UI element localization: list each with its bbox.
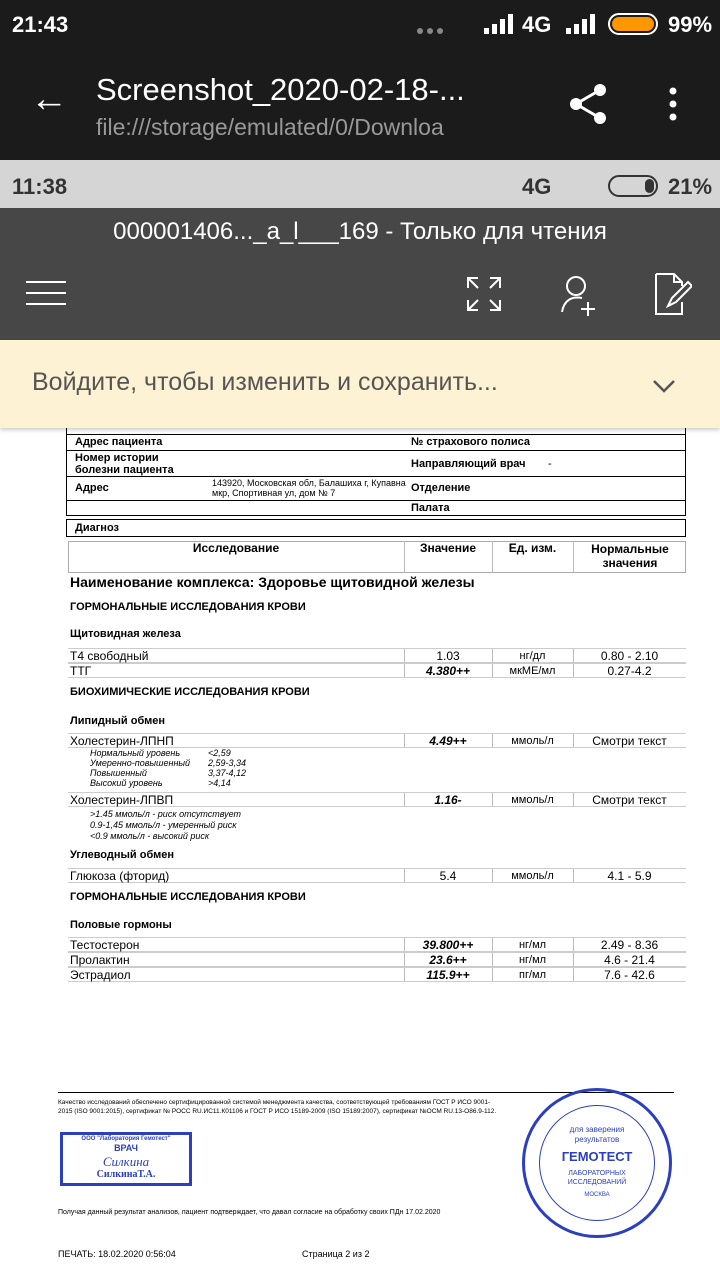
test-unit: ммоль/л — [511, 794, 554, 806]
test-unit: мкМЕ/мл — [509, 665, 556, 677]
patient-address-label: Адрес пациента — [75, 436, 163, 448]
test-unit: ммоль/л — [511, 870, 554, 882]
document-title: 000001406..._a_l___169 - Только для чтения — [113, 218, 607, 245]
referring-doctor-value: - — [548, 458, 552, 470]
test-name: Т4 свободный — [70, 649, 149, 663]
test-value: 39.800++ — [422, 938, 474, 952]
app-bar — [0, 48, 720, 160]
test-value: 23.6++ — [429, 953, 467, 967]
table-row — [68, 792, 686, 807]
table-row — [68, 967, 686, 982]
test-value: 1.03 — [436, 649, 460, 663]
signal-icon — [484, 14, 514, 40]
test-norm: 4.6 - 21.4 — [604, 953, 655, 967]
test-norm: 0.80 - 2.10 — [600, 649, 659, 663]
test-norm: 7.6 - 42.6 — [604, 968, 655, 982]
quality-statement: Качество исследований обеспечено сертифицированной системой менеджмента качества, соответствующей требованиям ГОСТ Р ИСО 9001-2015 (ISO 9001:2015), сертификат № РОСС RU.ИС11.К01106 и ГОСТ Р ИСО 15189-2009 (ISO 15189:2007), сертификат №ОСМ RU.13-О86.9-112. — [58, 1099, 497, 1115]
test-value: 115.9++ — [426, 968, 470, 982]
consent-statement: Получая данный результат анализов, пациент подтверждает, что давал согласие на обработку своих ПДн 17.02.2020 — [58, 1209, 441, 1216]
test-unit: пг/мл — [518, 969, 546, 981]
test-norm: 4.1 - 5.9 — [607, 869, 652, 883]
inner-battery-percent: 21% — [668, 174, 713, 199]
table-row — [68, 937, 686, 952]
test-name: Тестостерон — [70, 938, 140, 952]
test-unit: нг/дл — [519, 650, 546, 662]
section-heading: ГОРМОНАЛЬНЫЕ ИССЛЕДОВАНИЯ КРОВИ — [70, 601, 306, 613]
file-title: Screenshot_2020-02-18-... — [96, 72, 465, 107]
subsection-heading: Половые гормоны — [70, 919, 172, 931]
address-value: 143920, Московская обл, Балашиха г, Купавна мкр, Спортивная ул, дом № 7 — [212, 478, 406, 498]
note-row: Повышенный 3,37-4,12 — [90, 768, 247, 778]
test-name: ТТГ — [70, 664, 92, 678]
referring-doctor-label: Направляющий врач — [411, 458, 526, 470]
dots-icon — [416, 16, 446, 42]
chevron-down-icon[interactable] — [652, 372, 676, 401]
doctor-stamp: ООО "Лаборатория Гемотест" ВРАЧ Силкина СилкинаТ.А. — [60, 1132, 192, 1186]
table-row — [68, 868, 686, 883]
table-row — [68, 663, 686, 678]
inner-status-time: 11:38 — [12, 174, 68, 199]
test-name: Глюкоза (фторид) — [70, 869, 170, 883]
share-icon[interactable] — [568, 82, 608, 131]
page-number: Страница 2 из 2 — [302, 1249, 370, 1259]
battery-percent: 99% — [668, 12, 713, 37]
back-arrow-icon[interactable]: ← — [30, 78, 68, 120]
viewer-toolbar — [0, 208, 720, 340]
edit-document-icon[interactable] — [652, 272, 692, 321]
test-unit: нг/мл — [518, 939, 547, 951]
subsection-heading: Щитовидная железа — [70, 628, 181, 640]
test-name: Пролактин — [70, 953, 130, 967]
signature: Силкина — [102, 1154, 150, 1169]
status-bar — [0, 0, 720, 48]
header-study: Исследование — [192, 541, 280, 555]
more-options-icon[interactable] — [668, 86, 678, 127]
print-timestamp: ПЕЧАТЬ: 18.02.2020 0:56:04 — [58, 1249, 176, 1259]
sign-in-banner[interactable] — [0, 340, 720, 428]
document-page — [0, 428, 720, 1280]
history-number-label: Номер истории болезни пациента — [75, 452, 174, 476]
test-value: 4.49++ — [429, 734, 467, 748]
header-value: Значение — [419, 541, 477, 555]
diagnosis-label: Диагноз — [75, 522, 119, 534]
network-type: 4G — [522, 12, 552, 37]
status-time: 21:43 — [12, 12, 69, 37]
section-heading: БИОХИМИЧЕСКИЕ ИССЛЕДОВАНИЯ КРОВИ — [70, 686, 310, 698]
test-norm: 0.27-4.2 — [607, 664, 652, 678]
test-name: Холестерин-ЛПНП — [70, 734, 174, 748]
menu-icon[interactable] — [26, 280, 66, 311]
fullscreen-icon[interactable] — [466, 276, 502, 317]
ward-label: Палата — [411, 502, 450, 514]
header-unit: Ед. изм. — [508, 541, 557, 555]
table-row — [68, 952, 686, 967]
test-name: Холестерин-ЛПВП — [70, 793, 174, 807]
test-value: 4.380++ — [425, 664, 471, 678]
header-norm: Нормальные значения — [591, 542, 669, 570]
note-row: Нормальный уровень <2,59 — [90, 748, 231, 758]
test-name: Эстрадиол — [70, 968, 131, 982]
banner-text: Войдите, чтобы изменить и сохранить... — [32, 368, 498, 396]
file-path: file:///storage/emulated/0/Downloa — [96, 114, 444, 140]
signal-icon-2 — [566, 14, 596, 40]
insurance-policy-label: № страхового полиса — [411, 436, 530, 448]
note-row: Высокий уровень >4,14 — [90, 778, 231, 788]
note-row: Умеренно-повышенный 2,59-3,34 — [90, 758, 247, 768]
diagnosis-box — [66, 519, 686, 537]
inner-battery-icon — [608, 175, 658, 197]
address-label: Адрес — [75, 482, 109, 494]
hdl-reference-notes: >1.45 ммоль/л - риск отсутствует 0.9-1,45 ммоль/л - умеренный риск <0.9 ммоль/л - высокий риск — [90, 809, 242, 841]
inner-network-type: 4G — [522, 174, 552, 199]
battery-icon — [608, 13, 658, 35]
test-norm: 2.49 - 8.36 — [600, 938, 659, 952]
test-unit: ммоль/л — [511, 735, 554, 747]
subsection-heading: Углеводный обмен — [70, 849, 174, 861]
ldl-reference-notes — [90, 748, 246, 788]
section-heading: ГОРМОНАЛЬНЫЕ ИССЛЕДОВАНИЯ КРОВИ — [70, 891, 306, 903]
add-user-icon[interactable] — [560, 274, 600, 321]
test-norm: Смотри текст — [592, 793, 667, 807]
complex-title: Наименование комплекса: Здоровье щитовидной железы — [70, 574, 475, 590]
department-label: Отделение — [411, 482, 471, 494]
test-value: 5.4 — [439, 869, 457, 883]
table-row — [68, 733, 686, 748]
test-value: 1.16- — [434, 793, 462, 807]
test-norm: Смотри текст — [592, 734, 667, 748]
subsection-heading: Липидный обмен — [70, 715, 165, 727]
test-unit: нг/мл — [518, 954, 547, 966]
inner-status-bar — [0, 160, 720, 208]
laboratory-round-stamp: для заверения результатов ГЕМОТЕСТ ЛАБОРАТОРНЫХ ИССЛЕДОВАНИЙ МОСКВА — [522, 1088, 672, 1238]
table-row — [68, 648, 686, 663]
